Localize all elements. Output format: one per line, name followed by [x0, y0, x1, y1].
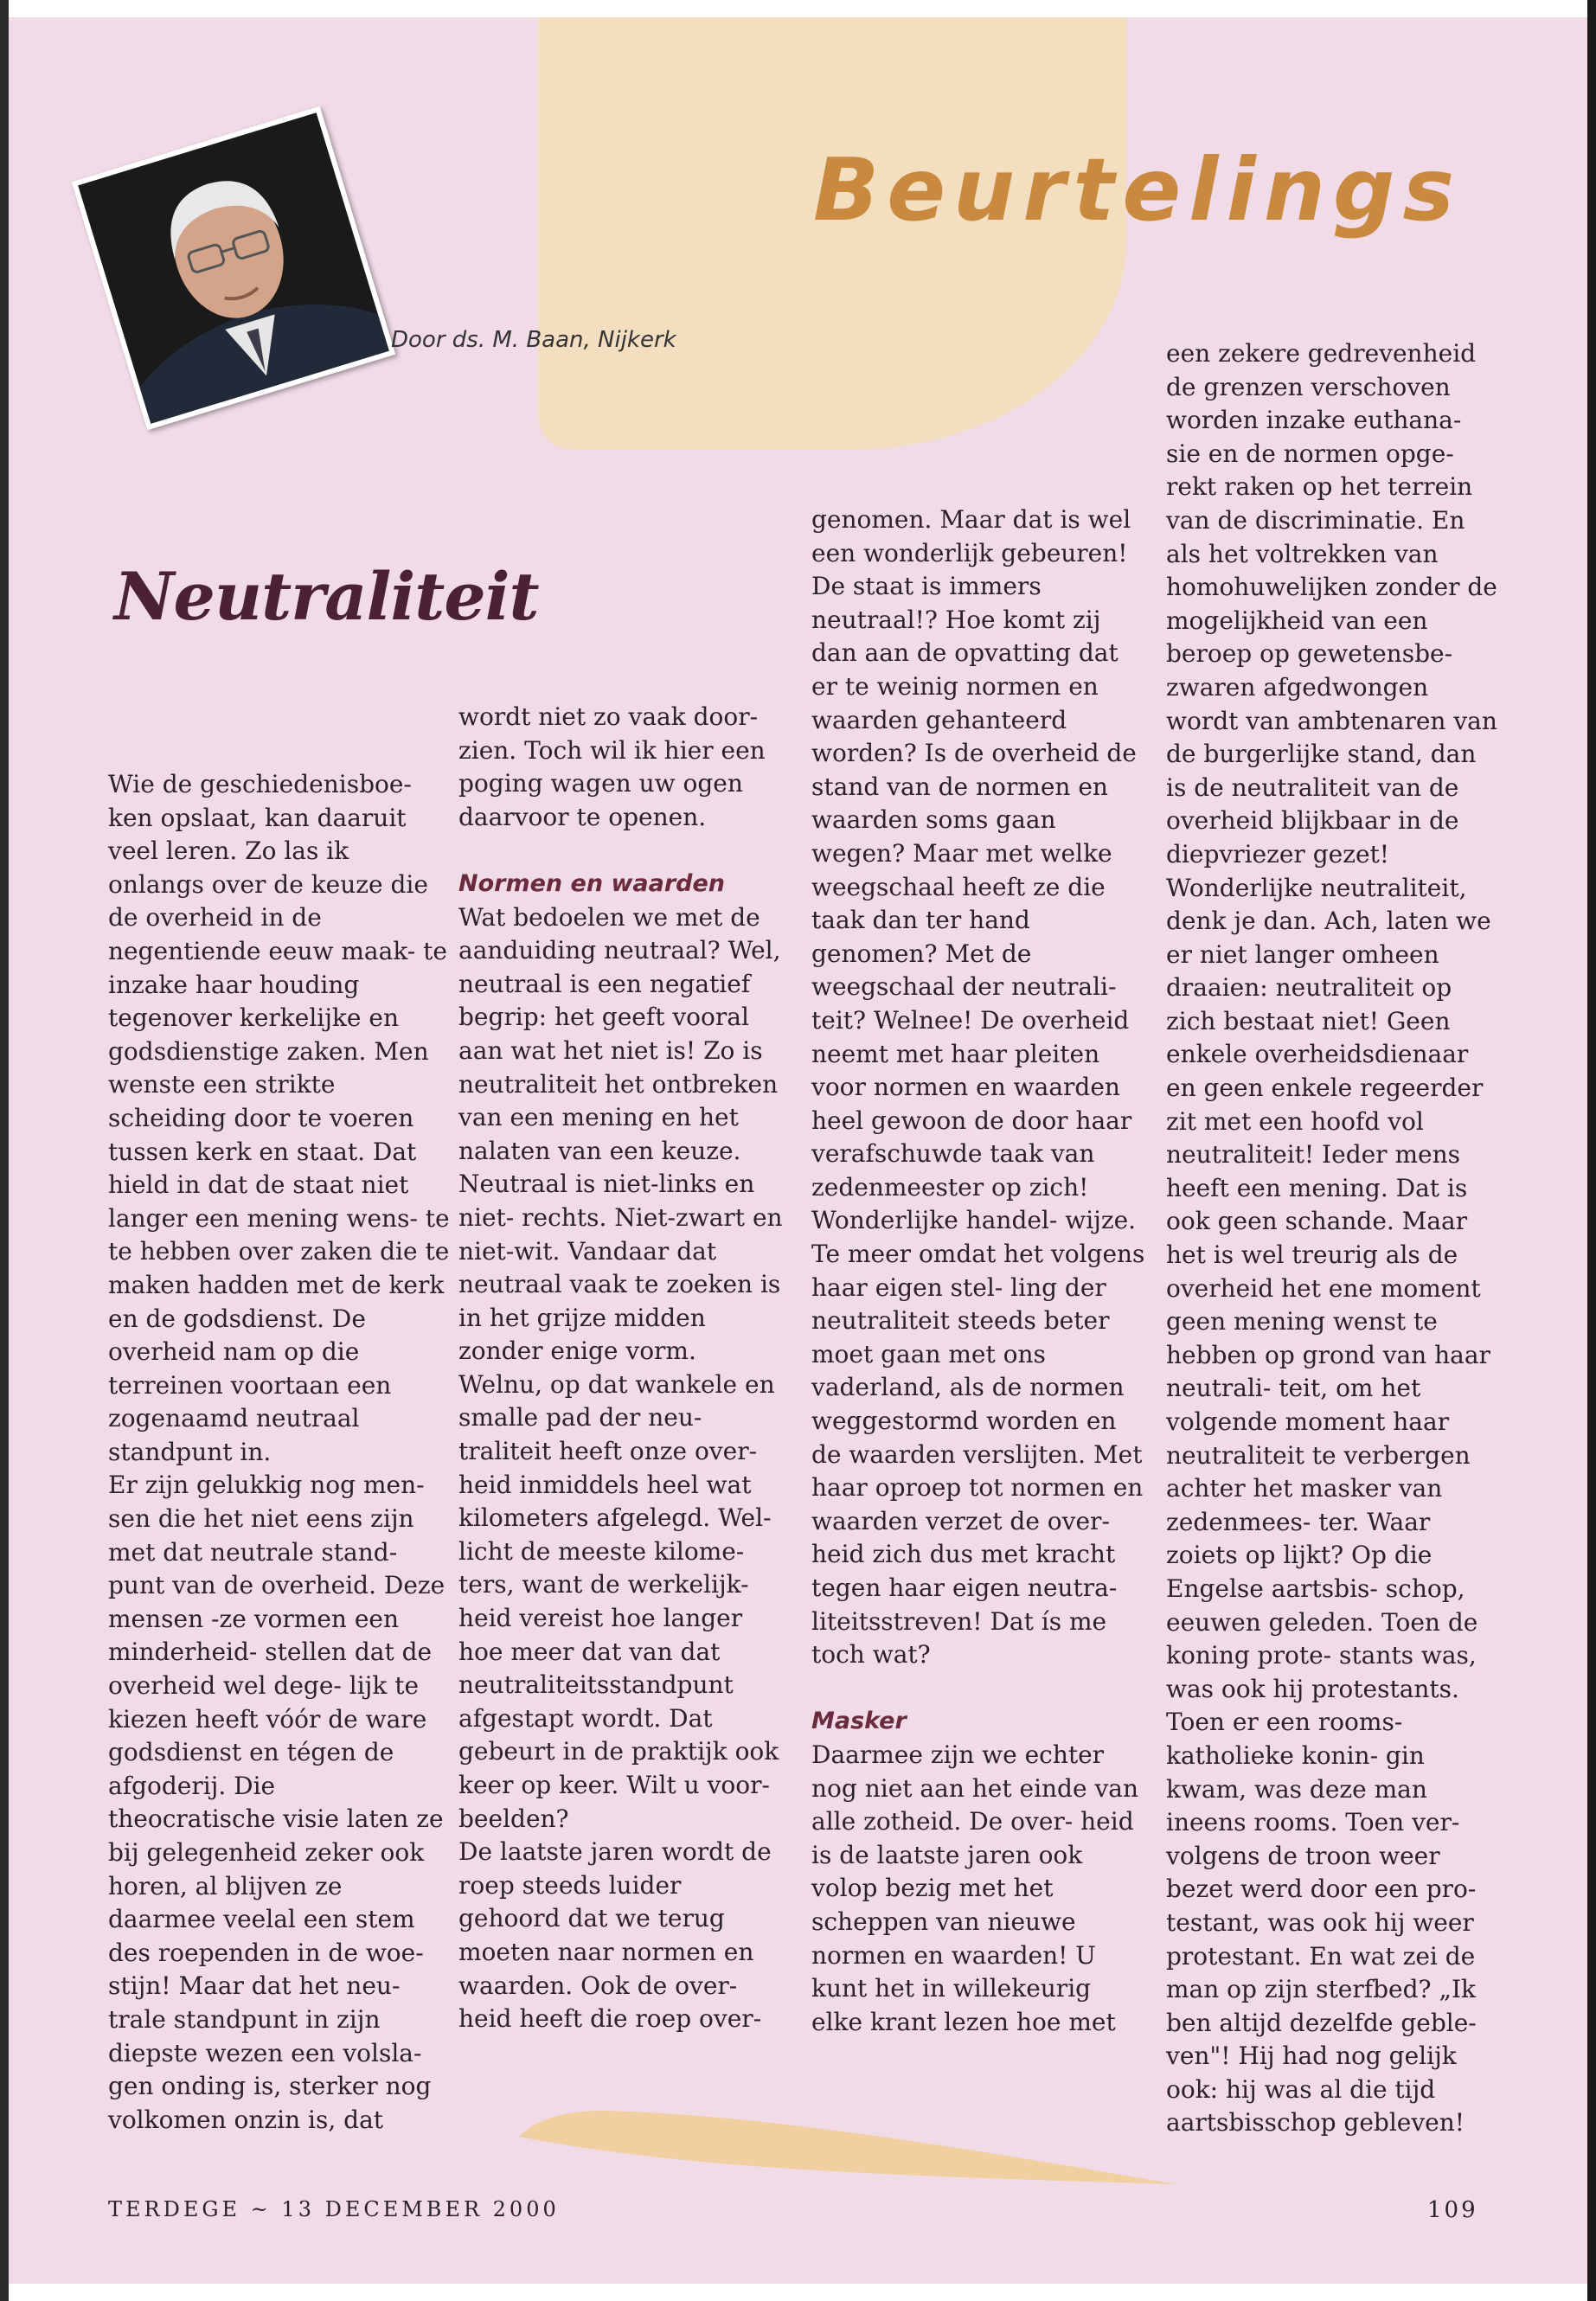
page-number: 109 — [1427, 2197, 1478, 2223]
scan-edge-right — [1587, 0, 1596, 2301]
subheading-normen-en-waarden: Normen en waarden — [458, 869, 726, 897]
spacer — [458, 834, 787, 868]
subheading-masker: Masker — [811, 1708, 907, 1735]
byline: Door ds. M. Baan, Nijkerk — [391, 327, 676, 353]
footer-publication: TERDEGE ~ 13 DECEMBER 2000 — [108, 2197, 560, 2221]
paragraph: Wat bedoelen we met de aanduiding neutraal? Wel, neutraal is een negatief begrip: het geeft vooral aan wat het niet is! Zo is neutraliteit het ontbreken van een mening en het nalaten van een keuze. Neutraal is niet-links en niet- rechts. Niet-zwart en niet-wit. Vandaar dat neutraal vaak te zoeken is in het grijze midden zonder enige vorm. Welnu, op dat wankele en smalle pad der neu- traliteit heeft onze over- heid inmiddels heel wat kilometers afgelegd. Wel- licht de meeste kilome- ters, want de werkelijk- heid vereist hoe langer hoe meer dat van dat neutraliteitsstandpunt afgestapt wordt. Dat gebeurt in de praktijk ook keer op keer. Wilt u voor- beelden? — [458, 902, 783, 1833]
text-column-3 — [811, 503, 1149, 2039]
paragraph: De laatste jaren wordt de roep steeds luider gehoord dat we terug moeten naar normen en waarden. Ook de over- heid heeft die roep over- — [458, 1837, 772, 2034]
paragraph: Er zijn gelukkig nog men- sen die het niet eens zijn met dat neutrale stand- punt van de overheid. Deze mensen -ze vormen een minderheid- stellen dat de overheid wel dege- lijk te kiezen heeft vóór de ware godsdienst en tégen de afgoderij. Die theocratische visie laten ze bij gelegenheid zeker ook horen, al blijven ze daarmee veelal een stem des roependen in de woe- stijn! Maar dat het neu- trale standpunt in zijn diepste wezen een volsla- gen onding is, sterker nog volkomen onzin is, dat — [108, 1471, 445, 2134]
text-column-4 — [1166, 337, 1503, 2140]
author-photo — [72, 106, 396, 431]
paragraph: een zekere gedrevenheid de grenzen verschoven worden inzake euthana- sie en de normen opge- rekt raken op het terrein van de discriminatie. En als het voltrekken van homohuwelijken zonder de mogelijkheid van een beroep op gewetensbe- zwaren afgedwongen wordt van ambtenaren van de burgerlijke stand, dan is de neutraliteit van de overheid blijkbaar in de diepvriezer gezet! Wonderlijke neutraliteit, denk je dan. Ach, laten we er niet langer omheen draaien: neutraliteit op zich bestaat niet! Geen enkele overheidsdienaar en geen enkele regeerder zit met een hoofd vol neutraliteit! Ieder mens heeft een mening. Dat is ook geen schande. Maar het is wel treurig als de overheid het ene moment geen mening wenst te hebben op grond van haar neutrali- teit, om het volgende moment haar neutraliteit te verbergen achter het masker van zedenmees- ter. Waar zoiets op lijkt? Op die Engelse aartsbis- schop, eeuwen geleden. Toen de koning prote- stants was, was ook hij protestants. Toen er een rooms-katholieke konin- gin kwam, was deze man ineens rooms. Toen ver- volgens de troon weer bezet werd door een pro- testant, was ook hij weer protestant. En wat zei de man op zijn sterfbed? „Ik ben altijd dezelfde geble- ven"! Hij had nog gelijk ook: hij was al die tijd aartsbisschop gebleven! — [1166, 339, 1497, 2138]
magazine-page — [9, 17, 1587, 2284]
decorative-swoosh — [502, 2085, 1194, 2189]
paragraph: Daarmee zijn we echter nog niet aan het einde van alle zotheid. De over- heid is de laatste jaren ook volop bezig met het scheppen van nieuwe normen en waarden! U kunt het in willekeurig elke krant lezen hoe met — [811, 1740, 1138, 2036]
spacer — [811, 1672, 1149, 1706]
scan-edge-left — [0, 0, 9, 2301]
paragraph: genomen. Maar dat is wel een wonderlijk gebeuren! De staat is immers neutraal!? Hoe komt zij dan aan de opvatting dat er te weinig normen en waarden gehanteerd worden? Is de overheid de stand van de normen en waarden soms gaan wegen? Maar met welke weegschaal heeft ze die taak dan ter hand genomen? Met de weegschaal der neutrali- teit? Welnee! De overheid neemt met haar pleiten voor normen en waarden heel gewoon de door haar verafschuwde taak van zedenmeester op zich! Wonderlijke handel- wijze. Te meer omdat het volgens haar eigen stel- ling der neutraliteit steeds beter moet gaan met ons vaderland, als de normen weggestormd worden en de waarden verslijten. Met haar oproep tot normen en waarden verzet de over- heid zich dus met kracht tegen haar eigen neutra- liteitsstreven! Dat ís me toch wat? — [811, 505, 1145, 1670]
section-title-beurtelings: Beurtelings — [813, 139, 1463, 240]
text-column-2 — [458, 701, 787, 2036]
article-title: Neutraliteit — [114, 558, 539, 635]
paragraph: wordt niet zo vaak door- zien. Toch wil ik hier een poging wagen uw ogen daarvoor te openen. — [458, 702, 766, 831]
text-column-1 — [108, 768, 450, 2137]
paragraph: Wie de geschiedenisboe- ken opslaat, kan daaruit veel leren. Zo las ik onlangs over de keuze die de overheid in de negentiende eeuw maak- te inzake haar houding tegenover kerkelijke en godsdienstige zaken. Men wenste een strikte scheiding door te voeren tussen kerk en staat. Dat hield in dat de staat niet langer een mening wens- te te hebben over zaken die te maken hadden met de kerk en de godsdienst. De overheid nam op die terreinen voortaan een zogenaamd neutraal standpunt in. — [108, 770, 450, 1466]
